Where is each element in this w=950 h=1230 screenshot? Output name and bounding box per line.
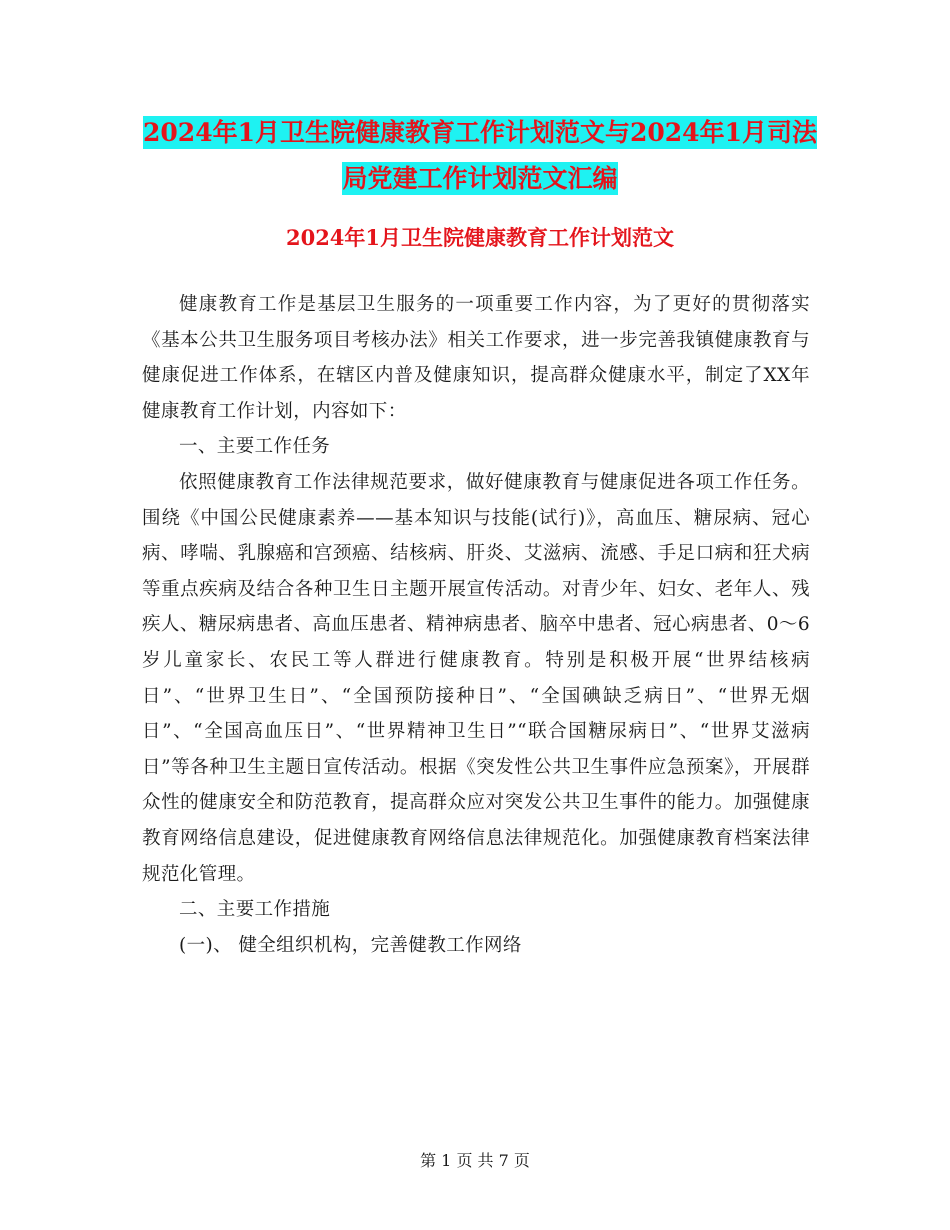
page-number: 第 1 页 共 7 页 [420, 1151, 530, 1170]
subheading-organization: (一)、 健全组织机构，完善健教工作网络 [179, 934, 522, 956]
paragraph-intro: 健康教育工作是基层卫生服务的一项重要工作内容，为了更好的贯彻落实《基本公共卫生服务项目考核办法》相关工作要求，进一步完善我镇健康教育与健康促进工作体系，在辖区内普及健康知识，提高群众健康水平，制定了XX年健康教育工作计划，内容如下： [142, 294, 810, 422]
section-title: 2024年1月卫生院健康教育工作计划范文 [285, 225, 675, 250]
heading-main-tasks: 一、主要工作任务 [179, 436, 331, 458]
document-title [140, 110, 820, 202]
heading-main-measures: 二、主要工作措施 [179, 899, 331, 921]
document-title-text: 2024年1月卫生院健康教育工作计划范文与2024年1月司法局党建工作计划范文汇编 [143, 118, 817, 193]
document-body [142, 287, 810, 963]
paragraph-tasks: 依照健康教育工作法律规范要求，做好健康教育与健康促进各项工作任务。围绕《中国公民健康素养——基本知识与技能(试行)》，高血压、糖尿病、冠心病、哮喘、乳腺癌和宫颈癌、结核病、肝炎、艾滋病、流感、手足口病和狂犬病等重点疾病及结合各种卫生日主题开展宣传活动。对青少年、妇女、老年人、残疾人、糖尿病患者、高血压患者、精神病患者、脑卒中患者、冠心病患者、0～6岁儿童家长、农民工等人群进行健康教育。特别是积极开展“世界结核病日”、“世界卫生日”、“全国预防接种日”、“全国碘缺乏病日”、“世界无烟日”、“全国高血压日”、“世界精神卫生日”“联合国糖尿病日”、“世界艾滋病日”等各种卫生主题日宣传活动。根据《突发性公共卫生事件应急预案》，开展群众性的健康安全和防范教育，提高群众应对突发公共卫生事件的能力。加强健康教育网络信息建设，促进健康教育网络信息法律规范化。加强健康教育档案法律规范化管理。 [142, 471, 810, 885]
page-footer [0, 1148, 950, 1171]
